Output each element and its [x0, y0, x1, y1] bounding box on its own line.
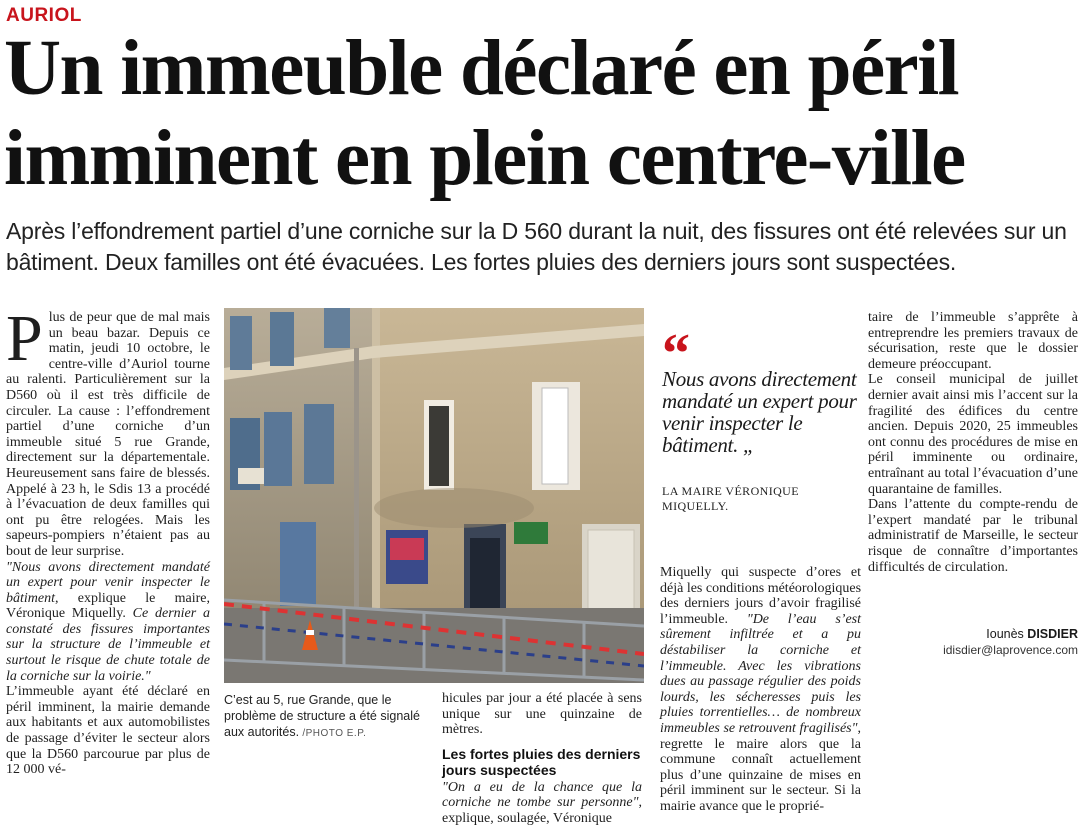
paragraph-6-text: Miquelly qui suspecte d’ores et déjà les conditions météorologiques des derniers jours d’avoir fragilisé l’immeuble.: [660, 565, 862, 627]
mayor-quote-part-2: Ce dernier a constaté des fissures importantes sur la structure de l’immeuble et surtout le risque de chute totale de la corniche sur la voirie.": [6, 606, 211, 684]
quote-mark-icon: “: [662, 323, 690, 385]
lead-paragraph: Après l’effondrement partiel d’une corniche sur la D 560 durant la nuit, des fissures ont été relevées sur un bâtiment. Deux familles ont été évacuées. Les fortes pluies des derniers jours sont suspectées.: [6, 218, 1067, 275]
attribution-text: , explique le maire, Véronique Miquelly.: [6, 590, 210, 622]
author-byline: [868, 626, 1078, 642]
paragraph-1-text: lus de peur que de mal mais un beau bazar. Depuis ce matin, jeudi 10 octobre, le centre-ville d’Auriol tourne au ralenti. Particulièrement sur la D560 où il est très difficile de circuler. La cause : l’effondrement partiel d’une corniche d’un immeuble situé 5 rue Grande, directement sur la départementale. Heureusement sans faire de blessés. Appelé à 23 h, le Sdis 13 a procédé à l’évacuation de deux familles qui ont pu être relogées. Mais les sapeurs-pompiers n’étaient pas au bout de leur surprise.: [6, 310, 210, 559]
author-last-name: DISDIER: [1027, 627, 1078, 641]
paragraph-5-tail: , explique, soulagée, Véronique: [442, 795, 642, 826]
paragraph-6-tail: , regrette le maire alors que la commune connaît actuellement plus d’une quinzaine de mises en péril imminent sur le secteur. Si la mairie avance que le proprié-: [660, 720, 861, 814]
relief-quote: "On a eu de la chance que la corniche ne tombe sur personne": [442, 779, 642, 811]
paragraph-2: [6, 560, 210, 685]
author-email[interactable]: idisdier@laprovence.com: [943, 643, 1078, 657]
caption-text: C’est au 5, rue Grande, que le problème de structure a été signalé aux autorités.: [224, 693, 420, 739]
section-kicker: AURIOL: [6, 5, 82, 26]
drop-cap: P: [6, 302, 43, 375]
paragraph-5: [442, 780, 642, 827]
intertitle: Les fortes pluies des derniers jours suspectées: [442, 745, 641, 778]
article-column-2: [442, 691, 642, 827]
paragraph-6: [660, 565, 861, 815]
paragraph-8: Le conseil municipal de juillet dernier avait ainsi mis l’accent sur la fragilité des édifices du centre ancien. Depuis 2020, 25 immeubles ont connu des procédures de mise en péril imminente ou ordinaire, entraînant au total l’évacuation d’une quarantaine de familles.: [868, 372, 1078, 497]
pull-quote-author: LA MAIRE VÉRONIQUE MIQUELLY.: [662, 484, 799, 513]
photo-credit: /PHOTO E.P.: [299, 728, 367, 739]
building-illustration: [224, 308, 644, 683]
headline: [4, 24, 1082, 204]
article-column-1: [6, 302, 211, 778]
pull-quote-closing: „: [738, 433, 755, 457]
paragraph-1: [6, 302, 210, 560]
headline-line-2: imminent en plein centre-ville: [4, 115, 965, 202]
pull-quote-text: Nous avons directement mandaté un expert pour venir inspecter le bâtiment.: [662, 367, 857, 457]
mayor-weather-quote: "De l’eau s’est sûrement infiltrée et a pu déstabiliser la corniche et l’immeuble. Avec les vibrations dues au passage régulier des poids lourds, les sécheresses puis les pluies torrentielles… de nombreux immeubles se retrouvent fragilisés": [660, 611, 861, 736]
headline-line-1: Un immeuble déclaré en péril: [4, 25, 959, 112]
building-photo: [224, 308, 644, 683]
paragraph-3: L’immeuble ayant été déclaré en péril imminent, la mairie demande aux habitants et aux automobilistes de passage d’éviter le secteur alors que la D560 parcourue par plus de 12 000 vé-: [6, 684, 210, 778]
article-column-4: [868, 310, 1078, 575]
mayor-quote-part-1: "Nous avons directement mandaté un expert pour venir inspecter le bâtiment: [6, 559, 210, 606]
paragraph-4: hicules par jour a été placée à sens unique sur une quinzaine de mètres.: [442, 691, 642, 738]
author-first-name: Iounès: [986, 627, 1028, 641]
article-column-3: [660, 565, 861, 815]
paragraph-7: taire de l’immeuble s’apprête à entreprendre les premiers travaux de sécurisation, reste que le dossier demeure préoccupant.: [868, 310, 1078, 372]
pull-quote: [662, 368, 862, 456]
paragraph-9: Dans l’attente du compte-rendu de l’expert mandaté par le tribunal administratif de Marseille, le secteur risque de connaître d’importantes difficultés de circulation.: [868, 497, 1078, 575]
photo-caption: [224, 692, 434, 742]
